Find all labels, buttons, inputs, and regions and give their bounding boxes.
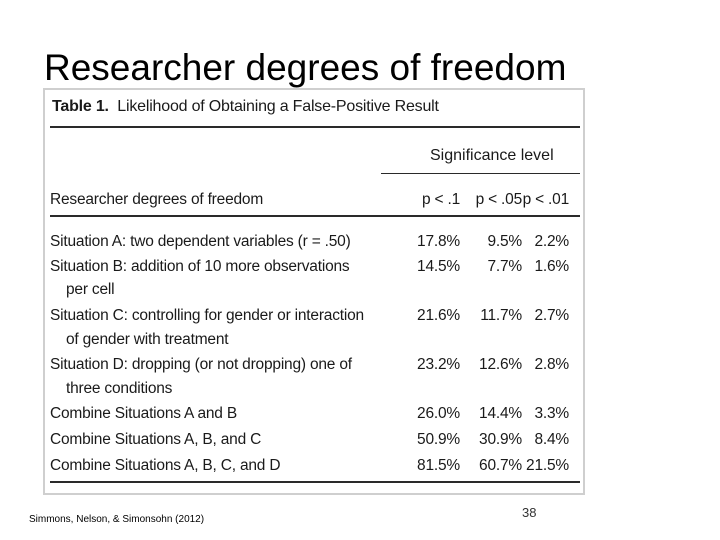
table-caption-text: Likelihood of Obtaining a False-Positive Result (117, 98, 439, 115)
table-cell: 26.0% (417, 405, 460, 422)
table-cell: 60.7% (479, 457, 522, 474)
table-cell: 9.5% (487, 233, 522, 250)
table-figure (43, 88, 585, 495)
row-label-line: of gender with treatment (66, 331, 229, 348)
row-label-line: Situation C: controlling for gender or interaction (50, 307, 364, 324)
table-cell: 21.6% (417, 307, 460, 324)
table-caption-label: Table 1. (52, 98, 109, 115)
table-cell: 30.9% (479, 431, 522, 448)
table-cell: 17.8% (417, 233, 460, 250)
table-cell: 14.4% (479, 405, 522, 422)
row-label-line: three conditions (66, 380, 173, 397)
table-caption (52, 97, 439, 117)
table-cell: 2.2% (534, 233, 569, 250)
table-cell: 21.5% (526, 457, 569, 474)
table-cell: 8.4% (534, 431, 569, 448)
table-cell: 81.5% (417, 457, 460, 474)
top-rule (50, 126, 580, 128)
table-cell: 11.7% (480, 307, 522, 324)
row-label-line: Situation B: addition of 10 more observations (50, 258, 350, 275)
table-cell: 12.6% (479, 356, 522, 373)
table-cell: 2.8% (534, 356, 569, 373)
table-cell: 14.5% (417, 258, 460, 275)
page-number: 38 (522, 505, 537, 520)
bottom-rule (50, 481, 580, 483)
table-cell: 50.9% (417, 431, 460, 448)
header-rule (50, 215, 580, 217)
row-label-line: Situation A: two dependent variables (r = .50) (50, 233, 351, 250)
significance-level-header: Significance level (430, 147, 554, 164)
table-cell: 7.7% (487, 258, 522, 275)
row-label-line: per cell (66, 281, 115, 298)
column-header-p-01: p < .01 (522, 191, 569, 208)
table-cell: 23.2% (417, 356, 460, 373)
group-header-rule (381, 173, 580, 174)
row-label-line: Combine Situations A, B, C, and D (50, 457, 281, 474)
row-header: Researcher degrees of freedom (50, 191, 264, 208)
row-label-line: Situation D: dropping (or not dropping) one of (50, 356, 352, 373)
table-cell: 1.6% (534, 258, 569, 275)
source-citation: Simmons, Nelson, & Simonsohn (2012) (29, 514, 205, 525)
column-header-p-1: p < .1 (421, 191, 460, 208)
row-label-line: Combine Situations A, B, and C (50, 431, 262, 448)
table-cell: 3.3% (534, 405, 569, 422)
slide-title: Researcher degrees of freedom (44, 47, 567, 88)
table-cell: 2.7% (534, 307, 569, 324)
row-label-line: Combine Situations A and B (50, 405, 237, 422)
column-header-p-05: p < .05 (475, 191, 522, 208)
